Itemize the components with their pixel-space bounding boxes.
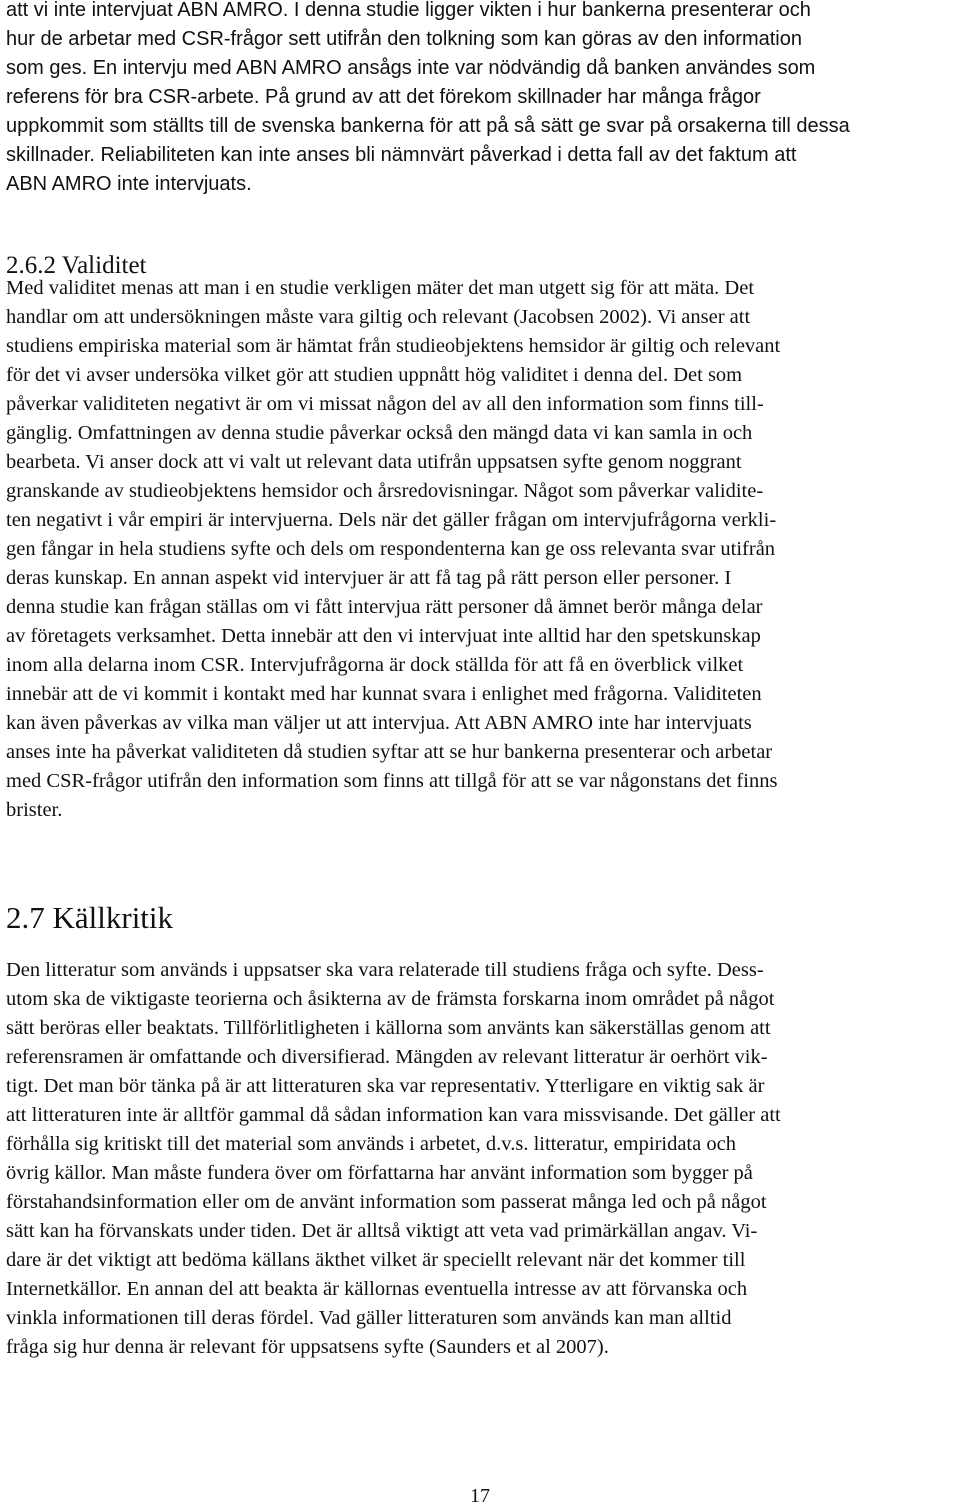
text-line: att litteraturen inte är alltför gammal då sådan information kan vara missvisande. Det gäller att <box>6 1104 781 1126</box>
text-line: påverkar validiteten negativt är om vi missat någon del av all den information som finns till- <box>6 393 764 415</box>
text-line: anses inte ha påverkat validiteten då studien syftar att se hur bankerna presenterar och arbetar <box>6 741 773 763</box>
text-line: kan även påverkas av vilka man väljer ut att intervjua. Att ABN AMRO inte har intervjuats <box>6 712 752 734</box>
text-line: innebär att de vi kommit i kontakt med har kunnat svara i enlighet med frågorna. Validiteten <box>6 683 762 705</box>
text-line: gen fångar in hela studiens syfte och dels om respondenterna kan ge oss relevanta svar utifrån <box>6 538 776 560</box>
text-line: studiens empiriska material som är hämtat från studieobjektens hemsidor är giltig och relevant <box>6 335 781 357</box>
text-line: förstahandsinformation eller om de använt information som passerat många led och på något <box>6 1191 767 1213</box>
text-line: utom ska de viktigaste teorierna och åsikterna av de främsta forskarna inom området på något <box>6 988 775 1010</box>
text-line: granskande av studieobjektens hemsidor och årsredovisningar. Något som påverkar validite- <box>6 480 764 502</box>
text-line: deras kunskap. En annan aspekt vid intervjuer är att få tag på rätt person eller personer. I <box>6 567 732 589</box>
text-line: referensramen är omfattande och diversifierad. Mängden av relevant litteratur är oerhört vik- <box>6 1046 768 1068</box>
text-line: handlar om att undersökningen måste vara giltig och relevant (Jacobsen 2002). Vi anser att <box>6 306 751 328</box>
text-line: denna studie kan frågan ställas om vi fått intervjua rätt personer då ämnet berör många delar <box>6 596 763 618</box>
text-line: vinkla informationen till deras fördel. Vad gäller litteraturen som används kan man alltid <box>6 1307 732 1329</box>
text-line: övrig källor. Man måste fundera över om författarna har använt information som bygger på <box>6 1162 753 1184</box>
section-heading-kallkritik: 2.7 Källkritik <box>6 900 174 935</box>
text-line: hur de arbetar med CSR-frågor sett utifrån den tolkning som kan göras av den information <box>6 28 802 50</box>
text-line: av företagets verksamhet. Detta innebär att den vi intervjuat inte alltid har den spetskunskap <box>6 625 761 647</box>
text-line: att vi inte intervjuat ABN AMRO. I denna studie ligger vikten i hur bankerna presenterar och <box>6 0 811 21</box>
text-line: dare är det viktigt att bedöma källans äkthet vilket är speciellt relevant när det kommer till <box>6 1249 746 1271</box>
text-line: brister. <box>6 799 63 821</box>
text-line: tigt. Det man bör tänka på är att litteraturen ska var representativ. Ytterligare en viktig sak är <box>6 1075 765 1097</box>
text-line: skillnader. Reliabiliteten kan inte anses bli nämnvärt påverkad i detta fall av det faktum att <box>6 144 797 166</box>
text-line: sätt beröras eller beaktats. Tillförlitligheten i källorna som använts kan säkerställas genom att <box>6 1017 771 1039</box>
text-line: ABN AMRO inte intervjuats. <box>6 173 252 195</box>
text-line: uppkommit som ställts till de svenska bankerna för att på så sätt ge svar på orsakerna till dessa <box>6 115 850 137</box>
text-line: som ges. En intervju med ABN AMRO ansågs inte var nödvändig då banken användes som <box>6 57 816 79</box>
section-heading-validitet: 2.6.2 Validitet <box>6 252 147 279</box>
text-line: gänglig. Omfattningen av denna studie påverkar också den mängd data vi kan samla in och <box>6 422 753 444</box>
paragraph-reliability-continuation <box>6 0 954 199</box>
text-line: Den litteratur som används i uppsatser ska vara relaterade till studiens fråga och syfte. Dess- <box>6 959 764 981</box>
text-line: inom alla delarna inom CSR. Intervjufrågorna är dock ställda för att få en överblick vilket <box>6 654 744 676</box>
page-number: 17 <box>470 1485 490 1507</box>
text-line: Internetkällor. En annan del att beakta är källornas eventuella intresse av att förvanska och <box>6 1278 748 1300</box>
text-line: Med validitet menas att man i en studie verkligen mäter det man utgett sig för att mäta. Det <box>6 277 755 299</box>
text-line: för det vi avser undersöka vilket gör att studien uppnått hög validitet i denna del. Det som <box>6 364 743 386</box>
text-line: ten negativt i vår empiri är intervjuerna. Dels när det gäller frågan om intervjufrågorna verkli- <box>6 509 777 531</box>
text-line: bearbeta. Vi anser dock att vi valt ut relevant data utifrån uppsatsen syfte genom noggrant <box>6 451 742 473</box>
text-line: förhålla sig kritiskt till det material som används i arbetet, d.v.s. litteratur, empiridata och <box>6 1133 736 1155</box>
text-line: fråga sig hur denna är relevant för uppsatsens syfte (Saunders et al 2007). <box>6 1336 609 1358</box>
text-line: sätt kan ha förvanskats under tiden. Det är alltså viktigt att veta vad primärkällan angav. Vi- <box>6 1220 758 1242</box>
text-line: med CSR-frågor utifrån den information som finns att tillgå för att se var någonstans det finns <box>6 770 778 792</box>
text-line: referens för bra CSR-arbete. På grund av att det förekom skillnader har många frågor <box>6 86 761 108</box>
paragraph-kallkritik <box>6 956 954 1362</box>
paragraph-validitet <box>6 274 954 825</box>
